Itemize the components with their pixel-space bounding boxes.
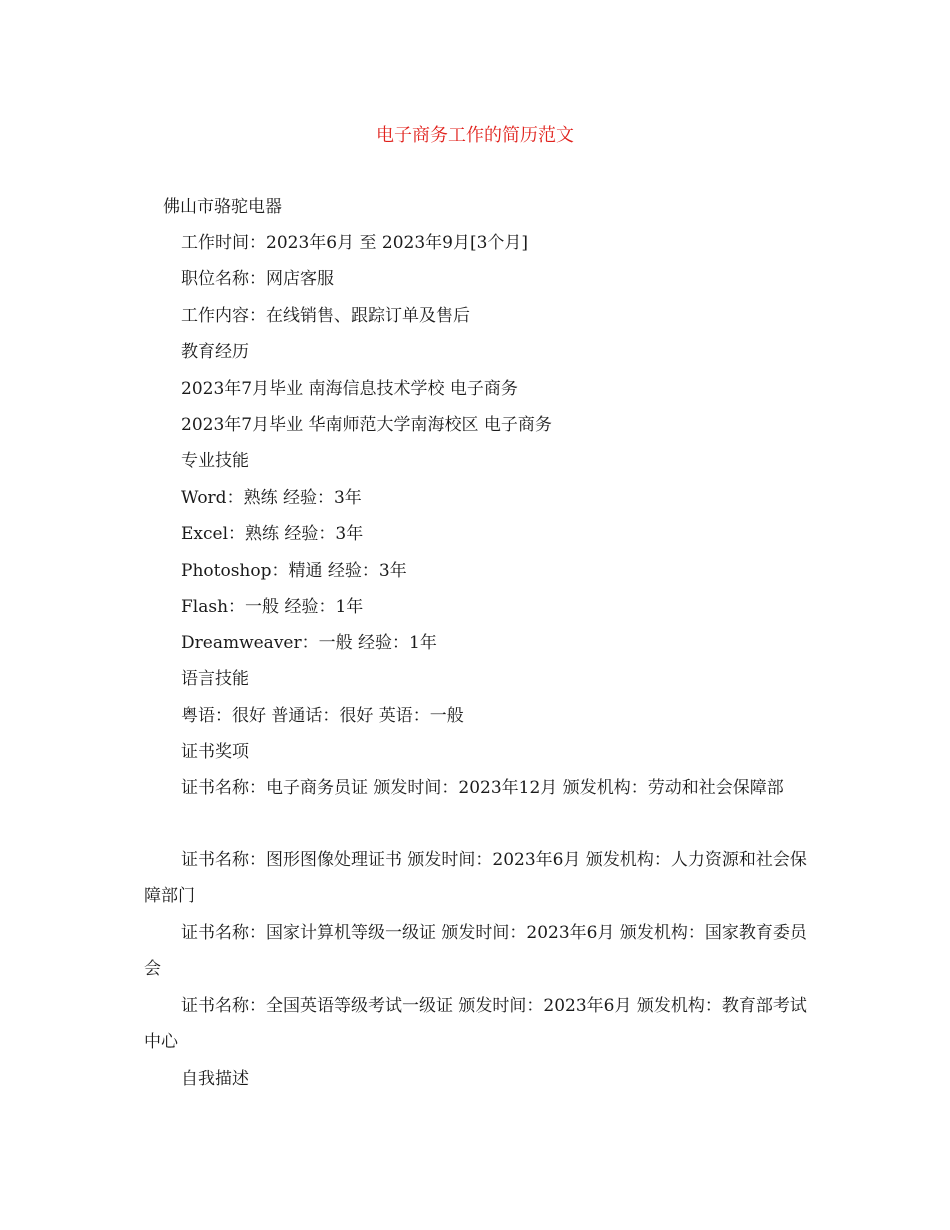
- certificate-item: 证书名称：全国英语等级考试一级证 颁发时间：2023年6月 颁发机构：教育部考试中心: [144, 996, 807, 1052]
- skill-item: Word：熟练 经验：3年: [181, 488, 362, 508]
- certificates-heading: 证书奖项: [181, 742, 249, 762]
- certificate-item: 证书名称：图形图像处理证书 颁发时间：2023年6月 颁发机构：人力资源和社会保障部门: [144, 850, 807, 906]
- education-heading: 教育经历: [181, 342, 249, 362]
- company-name: 佛山市骆驼电器: [163, 197, 282, 217]
- certificate-item: 证书名称：电子商务员证 颁发时间：2023年12月 颁发机构：劳动和社会保障部: [181, 778, 784, 798]
- language-heading: 语言技能: [181, 669, 249, 689]
- skill-item: Photoshop：精通 经验：3年: [181, 561, 407, 581]
- education-item: 2023年7月毕业 华南师范大学南海校区 电子商务: [181, 415, 552, 435]
- skill-item: Excel：熟练 经验：3年: [181, 524, 364, 544]
- language-skills: 粤语：很好 普通话：很好 英语：一般: [181, 706, 464, 726]
- document-title: 电子商务工作的简历范文: [376, 125, 574, 146]
- work-period: 工作时间：2023年6月 至 2023年9月[3个月]: [181, 233, 529, 253]
- job-position: 职位名称：网店客服: [181, 269, 334, 289]
- self-description-heading: 自我描述: [181, 1069, 249, 1089]
- skill-item: Dreamweaver：一般 经验：1年: [181, 633, 437, 653]
- skill-item: Flash：一般 经验：1年: [181, 597, 364, 617]
- skills-heading: 专业技能: [181, 451, 249, 471]
- job-content: 工作内容：在线销售、跟踪订单及售后: [181, 306, 470, 326]
- education-item: 2023年7月毕业 南海信息技术学校 电子商务: [181, 379, 518, 399]
- certificate-item: 证书名称：国家计算机等级一级证 颁发时间：2023年6月 颁发机构：国家教育委员会: [144, 923, 807, 979]
